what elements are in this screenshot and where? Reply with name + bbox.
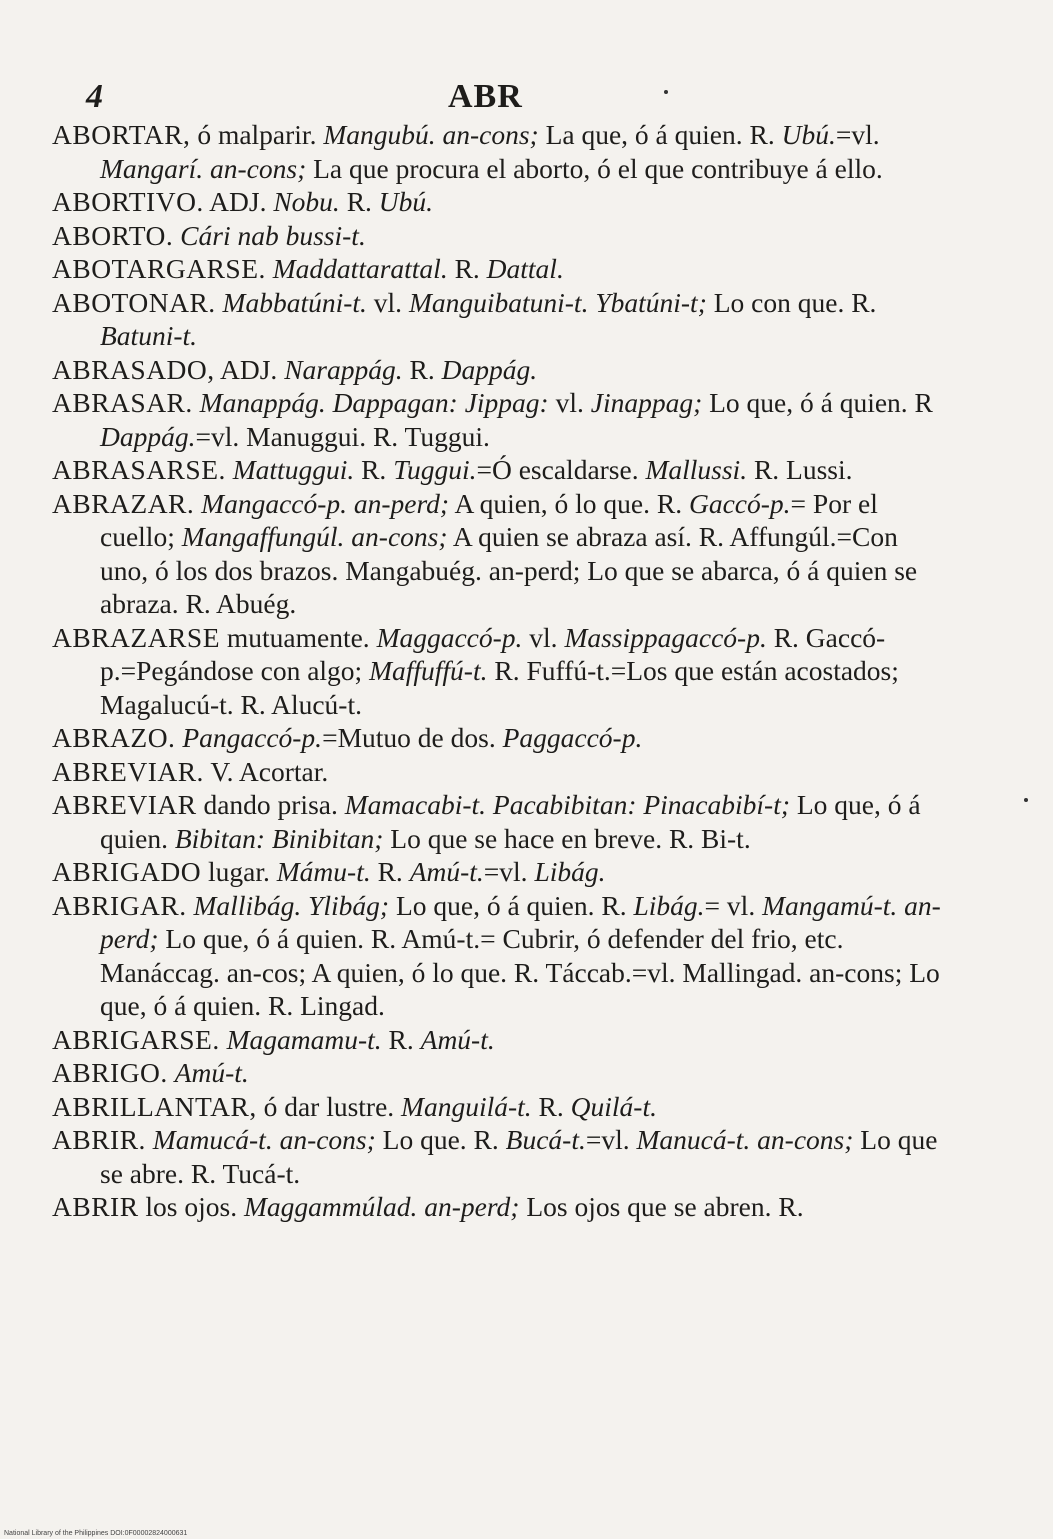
entry-italic: Massippagaccó-p.: [564, 621, 767, 653]
entry-text: Lo con que. R.: [706, 286, 877, 318]
entry-italic: Bibitan: Binibitan;: [174, 822, 384, 854]
headword: ABORTIVO.: [52, 186, 204, 217]
entry-italic: Paggaccó-p.: [502, 722, 643, 753]
ink-speck: [664, 90, 668, 94]
entry-italic: Mamucá-t. an-cons;: [152, 1124, 376, 1155]
entry-italic: Tuggui.: [393, 454, 477, 485]
entry-italic: Maddattarattal.: [272, 253, 448, 284]
entry-italic: Manguibatuni-t. Ybatúni-t;: [408, 286, 707, 318]
entry-italic: Amú-t.: [174, 1057, 249, 1088]
entry-text: La que procura el aborto, ó el que contribuye á ello.: [306, 152, 883, 184]
dictionary-entry: [52, 353, 942, 387]
headword: ABRIGO.: [52, 1057, 168, 1088]
entry-text: =vl.: [585, 1124, 637, 1155]
entry-italic: Gaccó-p.: [688, 487, 791, 519]
entry-italic: Quilá-t.: [570, 1090, 657, 1122]
headword: ABRIGARSE.: [52, 1023, 220, 1055]
entry-text: Lo que, ó á quien. R: [702, 387, 933, 418]
entry-italic: Mangaffungúl. an-cons;: [181, 521, 448, 552]
entry-italic: Mallibág. Ylibág;: [193, 889, 390, 921]
dictionary-entry: [52, 755, 942, 789]
entry-italic: Manguilá-t.: [401, 1090, 532, 1122]
headword: ABOTONAR.: [52, 286, 216, 318]
entry-italic: Narappág.: [284, 353, 403, 385]
entry-italic: Mabbatúni-t.: [222, 286, 367, 318]
entry-italic: Libág.: [633, 889, 705, 921]
entry-italic: Dappág.: [100, 420, 196, 452]
dictionary-entry: [52, 1023, 942, 1057]
entry-italic: Maggaccó-p.: [376, 621, 523, 653]
entry-text: Lo que. R.: [375, 1124, 506, 1155]
footer-credit: National Library of the Philippines DOI:0F00002824000631: [4, 1530, 188, 1537]
entry-text: R.: [447, 253, 487, 284]
entry-italic: Amú-t.: [409, 856, 484, 887]
dictionary-entry: [52, 219, 942, 253]
dictionary-entry: [52, 1190, 942, 1224]
headword: ABRILLANTAR,: [52, 1090, 257, 1122]
entry-italic: Pinacabibí-t;: [643, 789, 790, 820]
dictionary-entry: [52, 453, 942, 487]
entry-italic: Cári nab bussi-t.: [180, 219, 366, 251]
entry-italic: Dappág.: [441, 353, 538, 385]
entry-text: = Por el cuello;: [100, 487, 878, 552]
entry-text: R. Fuffú-t.=Los que están acostados; Magalucú-t. R. Alucú-t.: [100, 655, 899, 720]
dictionary-entry: [52, 1123, 942, 1190]
entry-text: vl.: [522, 621, 565, 653]
entry-italic: Mangamú-t. an-perd;: [100, 889, 941, 954]
entry-text: =vl.: [483, 856, 535, 887]
entry-italic: Mamacabi-t. Pacabibitan:: [344, 789, 637, 820]
entry-italic: Ubú.: [378, 186, 434, 217]
dictionary-entry: [52, 855, 942, 889]
entry-text: vl.: [548, 387, 591, 418]
entry-text: R.: [381, 1023, 421, 1055]
entry-italic: Maffuffú-t.: [369, 655, 488, 686]
entry-text: A quien se abraza así. R. Affungúl.=Con uno, ó los dos brazos. Mangabuég. an-perd; Lo que se abarca, ó á quien se abraza. R. Abuég.: [100, 521, 918, 619]
headword: ABORTO.: [52, 219, 174, 251]
dictionary-entry: [52, 252, 942, 286]
ink-speck: [1024, 798, 1028, 802]
entry-italic: Amú-t.: [420, 1023, 495, 1055]
entry-text: R.: [354, 454, 394, 485]
entry-text: V. Acortar.: [210, 755, 329, 787]
entry-text: ADJ.: [209, 186, 274, 217]
entry-text: La que, ó á quien. R.: [538, 119, 782, 150]
entry-text: Lo que, ó á quien.: [100, 789, 921, 854]
entry-text: R.: [339, 186, 379, 217]
entry-text: R.: [370, 856, 410, 887]
entry-text: R. Lussi.: [747, 454, 853, 485]
entry-text: =vl. Manuggui. R. Tuggui.: [195, 420, 490, 452]
headword: ABRAZAR.: [52, 487, 195, 519]
page-number: 4: [86, 78, 103, 115]
entry-text: Los ojos que se abren. R.: [519, 1191, 804, 1222]
entry-text: dando prisa.: [203, 789, 345, 820]
entry-text: ó dar lustre.: [263, 1090, 402, 1122]
dictionary-entry: [52, 788, 942, 855]
headword: ABRIGAR.: [52, 889, 187, 921]
dictionary-entry: [52, 487, 942, 621]
entry-text: ó malparir.: [197, 119, 324, 150]
entry-italic: Jinappag;: [590, 387, 703, 418]
dictionary-entry: [52, 721, 942, 755]
entry-text: Lo que se abre. R. Tucá-t.: [100, 1124, 938, 1189]
entry-italic: Manappág. Dappagan: Jippag:: [199, 387, 549, 418]
headword: ABRAZARSE: [52, 621, 220, 653]
entry-text: =Mutuo de dos.: [322, 722, 503, 753]
entry-text: Lo que, ó á quien. R. Amú-t.= Cubrir, ó defender del frio, etc. Manáccag. an-cos; A quien, ó lo que. R. Táccab.=vl. Mallingad. an-cons; Lo que, ó á quien. R. Lingad.: [100, 923, 940, 1021]
dictionary-entry: [52, 118, 942, 185]
headword: ABRIR.: [52, 1124, 146, 1155]
entry-text: =vl.: [835, 119, 880, 150]
entry-italic: Mattuggui.: [232, 454, 355, 485]
entry-italic: Mallussi.: [645, 454, 748, 485]
entry-text: = vl.: [704, 889, 763, 921]
entry-text: A quien, ó lo que. R.: [449, 487, 689, 519]
entry-italic: Manucá-t. an-cons;: [636, 1124, 854, 1155]
dictionary-entries: [52, 118, 942, 1224]
headword: ABREVIAR.: [52, 755, 204, 787]
entry-text: Lo que se hace en breve. R. Bi-t.: [383, 822, 751, 854]
entry-italic: Nobu.: [273, 186, 340, 217]
entry-italic: Magamamu-t.: [226, 1023, 382, 1055]
page-header: [0, 78, 1053, 122]
entry-italic: Mangaccó-p. an-perd;: [201, 487, 450, 519]
entry-italic: Mámu-t.: [276, 856, 371, 887]
entry-italic: Batuni-t.: [100, 320, 198, 351]
entry-text: Lo que, ó á quien. R.: [389, 889, 634, 921]
headword: ABRIGADO: [52, 856, 202, 887]
entry-text: R. Gaccó-p.=Pegándose con algo;: [100, 621, 886, 686]
entry-text: vl.: [366, 286, 409, 318]
headword: ABORTAR,: [52, 119, 191, 150]
entry-italic: Dattal.: [486, 253, 564, 284]
entry-italic: Mangubú. an-cons;: [323, 119, 539, 150]
headword: ABREVIAR: [52, 789, 197, 820]
entry-text: ADJ.: [220, 353, 285, 385]
dictionary-entry: [52, 1056, 942, 1090]
entry-text: =Ó escaldarse.: [476, 454, 646, 485]
entry-text: mutuamente.: [226, 621, 377, 653]
entry-text: R.: [402, 353, 442, 385]
entry-text: R.: [531, 1090, 571, 1122]
running-head: ABR: [448, 78, 523, 115]
entry-text: los ojos.: [145, 1191, 244, 1222]
headword: ABRIR: [52, 1191, 139, 1222]
entry-italic: Maggammúlad. an-perd;: [243, 1191, 520, 1222]
entry-italic: Libág.: [534, 856, 606, 887]
headword: ABRASADO,: [52, 353, 215, 385]
headword: ABRASAR.: [52, 387, 193, 418]
entry-italic: Pangaccó-p.: [182, 722, 323, 753]
dictionary-entry: [52, 286, 942, 353]
headword: ABRASARSE.: [52, 454, 226, 485]
headword: ABOTARGARSE.: [52, 253, 266, 284]
entry-italic: Bucá-t.: [505, 1124, 586, 1155]
dictionary-entry: [52, 621, 942, 722]
entry-text: lugar.: [208, 856, 277, 887]
dictionary-entry: [52, 889, 942, 1023]
dictionary-entry: [52, 185, 942, 219]
headword: ABRAZO.: [52, 722, 176, 753]
dictionary-entry: [52, 1090, 942, 1124]
dictionary-entry: [52, 386, 942, 453]
entry-italic: Ubú.: [781, 119, 836, 150]
entry-italic: Mangarí. an-cons;: [100, 152, 307, 184]
